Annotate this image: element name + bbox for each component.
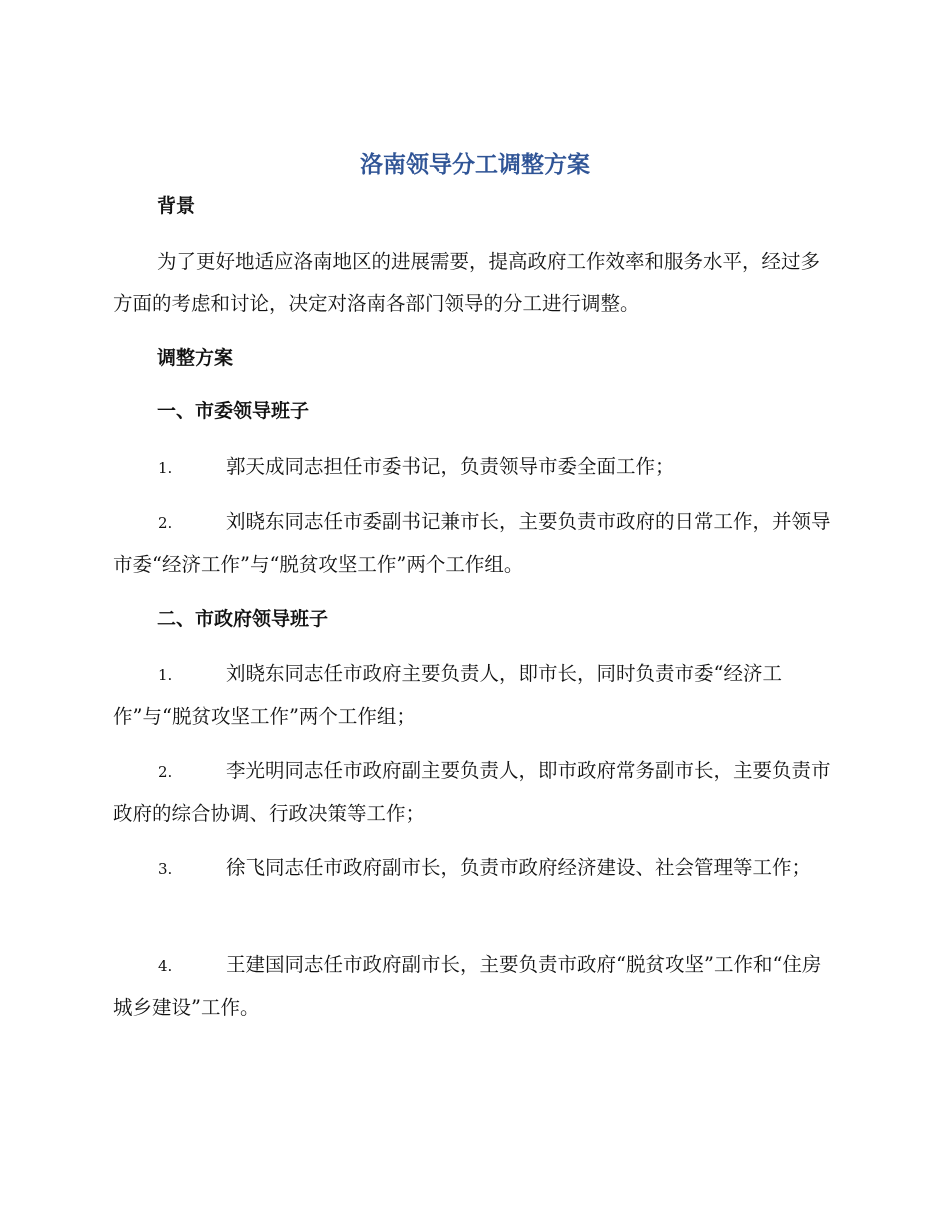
section-heading-plan: 调整方案	[157, 347, 234, 369]
list-item	[113, 750, 833, 835]
list-item	[113, 501, 833, 586]
list-item	[113, 847, 833, 890]
background-paragraph	[113, 241, 833, 325]
list-item-text: 徐飞同志任市政府副市长，负责市政府经济建设、社会管理等工作；	[226, 856, 812, 879]
list-item-number: 1.	[158, 459, 173, 477]
subsection-heading-party-committee: 一、市委领导班子	[157, 400, 310, 422]
list-item-number: 2.	[158, 763, 173, 781]
list-item-text: 刘晓东同志任市委副书记兼市长，主要负责市政府的日常工作，并领导市委“经济工作”与“脱贫攻坚工作”两个工作组。	[113, 510, 831, 576]
background-text: 为了更好地适应洛南地区的进展需要，提高政府工作效率和服务水平，经过多方面的考虑和讨论，决定对洛南各部门领导的分工进行调整。	[113, 250, 821, 315]
list-item-text: 李光明同志任市政府副主要负责人，即市政府常务副市长，主要负责市政府的综合协调、行政决策等工作；	[113, 759, 831, 825]
list-item-number: 3.	[158, 860, 173, 878]
list-item	[113, 944, 833, 1029]
subsection-heading-government: 二、市政府领导班子	[157, 608, 329, 630]
list-item	[113, 653, 833, 738]
list-item-text: 郭天成同志担任市委书记，负责领导市委全面工作；	[226, 455, 675, 478]
list-item-number: 2.	[158, 514, 173, 532]
list-item-number: 1.	[158, 666, 173, 684]
list-item-number: 4.	[158, 957, 173, 975]
list-item	[113, 446, 833, 489]
section-heading-background: 背景	[157, 195, 196, 217]
document-title: 洛南领导分工调整方案	[360, 152, 590, 178]
list-item-text: 王建国同志任市政府副市长，主要负责市政府“脱贫攻坚”工作和“住房城乡建设”工作。	[113, 953, 822, 1019]
list-item-text: 刘晓东同志任市政府主要负责人，即市长，同时负责市委“经济工作”与“脱贫攻坚工作”两个工作组；	[113, 662, 782, 728]
